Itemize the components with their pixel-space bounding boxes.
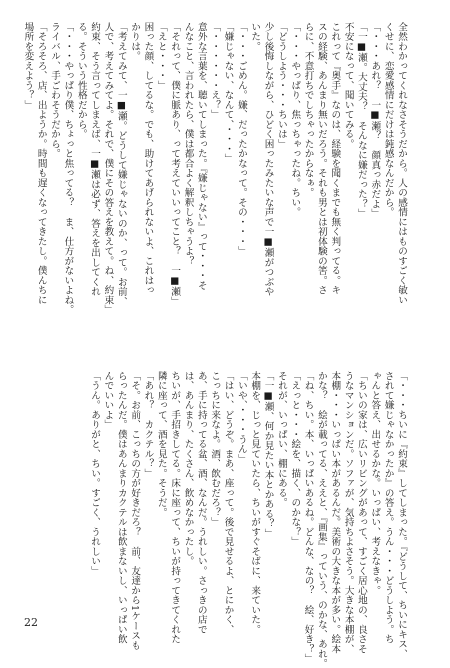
text-line: 場所を変えよう？」 <box>22 22 34 110</box>
text-line: 「はい、どうぞ。まあ、座って。後で見せるよ、とにかく、 <box>222 371 234 635</box>
text-line: んでいいよ」 <box>102 371 114 430</box>
text-line: ゃんと答え、出せるかな。いっぱい、考えなきゃ。 <box>369 371 381 596</box>
lower-text-block <box>56 371 408 668</box>
text-line: うなマンションだ。ソファが、気持ちよさそう。大きな本棚が、 <box>342 371 354 654</box>
text-line: らったんだ。僕はあんまりカクテルは飲まないし、いっぱい飲 <box>115 371 127 644</box>
text-line: かな？ 絵が載ってる、ええと、『画集』っていう、のかな、あれ。 <box>315 371 327 668</box>
text-line: 「・・・ちいに『約束』してしまった。『どうして、ちいにキス、 <box>396 371 407 659</box>
text-line: らに、不意打ちでしちゃったからなぁ。 <box>302 22 314 198</box>
text-line: 意外な言葉を、聴いてしまった。『嫌じゃない』って・・・そ <box>195 22 207 291</box>
text-line: これって『奥手』なのは、経験を聞くまでも無く判ってる。キ <box>329 22 341 295</box>
text-line: 「考えてみて、一■瀬。どうして嫌じゃないのか、って。お前、 <box>115 22 127 307</box>
text-line: それが、いっぱい、棚にある。 <box>275 371 287 508</box>
text-line: 「・・・ごめん。嫌、だったかなって。その・・・」 <box>235 22 247 256</box>
text-line: 「そろそろ、店、出ようか。時間も遅くなってきたし。僕んちに <box>35 22 47 305</box>
text-line: スの経験、あんまり無いだろう。それも男とは初体験の筈。さ <box>315 22 327 295</box>
text-line: 「一■瀬、何か見たい本とかある？」 <box>262 371 274 539</box>
text-line: 少し後悔しながら、ひどく困ったみたいな声で一■瀬がつぶや <box>262 22 274 297</box>
upper-text-block <box>22 22 408 352</box>
text-line: 本棚を、じっと見ていたら、ちいがすぐそばに、来ていた。 <box>249 371 261 635</box>
text-line: 「・・・あれ？ 一■瀬？ 顔真っ赤だよ」 <box>369 22 381 219</box>
text-line: 「どうしよう・・・ちいは」 <box>275 22 287 149</box>
text-line: あ、手に持ってる盆、酒、なんだ。うれしい。さっきの店で <box>195 371 207 635</box>
text-line: 「そ。お前、こっちの方が好きだろ？ 前、友達から1ケースも <box>129 371 141 651</box>
text-line: 「それって、僕に脈あり、って考えていいってこと？ 一■瀬」 <box>169 22 181 307</box>
text-line: 「・・・やっぱり、焦っちゃったね。ちい。 <box>289 22 301 217</box>
text-line: は、あんまり、たくさん、飲めなかったし。 <box>182 371 194 566</box>
text-line: ちいが、手招きしてる。床に座って、ちいが持ってきてくれた <box>169 371 181 644</box>
text-line: 全然わかってくれなさそうだから。人の感情にはものすごく敏い <box>396 22 407 305</box>
text-line: 不安になって、聞いてみる。 <box>342 22 354 149</box>
text-line: 「一■瀬。大丈夫？ そんなに嫌だった？」 <box>355 22 367 219</box>
text-line: こっちに来なよ。酒、飲むだろ？」 <box>209 371 221 527</box>
text-line: 人で、考えてみてよ。それで、僕にその答えを教えて。ね、約束」 <box>102 22 114 315</box>
text-line: 隣に座って、酒を見た。そうだ。 <box>155 371 167 518</box>
text-line: 「嫌じゃない、なんて、・・・」 <box>222 22 234 164</box>
text-line: いた。 <box>249 22 261 52</box>
text-line: ライバル、手ごわそうだから。 <box>49 22 61 159</box>
text-line: 「えっと・・・絵を、描く、のかな？」 <box>289 371 301 547</box>
text-line: 「うん。ありがと、ちい。すごく、うれしい」 <box>89 371 101 576</box>
text-line: 困った顔、してるな。でも、助けてあげられないよ、これはっ <box>142 22 154 295</box>
text-line: されて嫌じゃなかったか』の答え。うん・・・どうしよう。ち <box>382 371 394 644</box>
page-number: 22 <box>24 616 38 629</box>
text-line: んなこと、言われたら、僕は都合よく解釈しちゃうよ？ <box>182 22 194 266</box>
text-line: 「ね、ちい。本、いっぱいあるね。どんな、なの？ 絵、好き？」 <box>302 371 314 664</box>
text-line: 「えと・・・」 <box>155 22 167 91</box>
text-line: くせに、恋愛感情にだけは鈍感なんだから。 <box>382 22 394 217</box>
text-line: 約束、そう言ってしまえば、一■瀬は必ず、答えを出してくれ <box>89 22 101 297</box>
text-line: 「・・・やっぱり僕、ちょっと焦ってる？ ま、仕方がないよね。 <box>62 22 74 315</box>
text-line: 「いや、・・・うん」 <box>235 371 247 464</box>
text-line: 「あれ？ カクテル？」 <box>142 371 154 479</box>
text-line: 本棚・・・いっぱい本があるんだ。美術の大きな本が多い。絵本 <box>329 371 341 654</box>
text-line: かりは。 <box>129 22 141 61</box>
text-line: 「ちいの家は、広いリビングがあって、すごく居心地の、良さそ <box>355 371 367 654</box>
text-line: る。そういう性格だから。 <box>75 22 87 139</box>
text-line: 「・・・・・・え？」 <box>209 22 221 120</box>
